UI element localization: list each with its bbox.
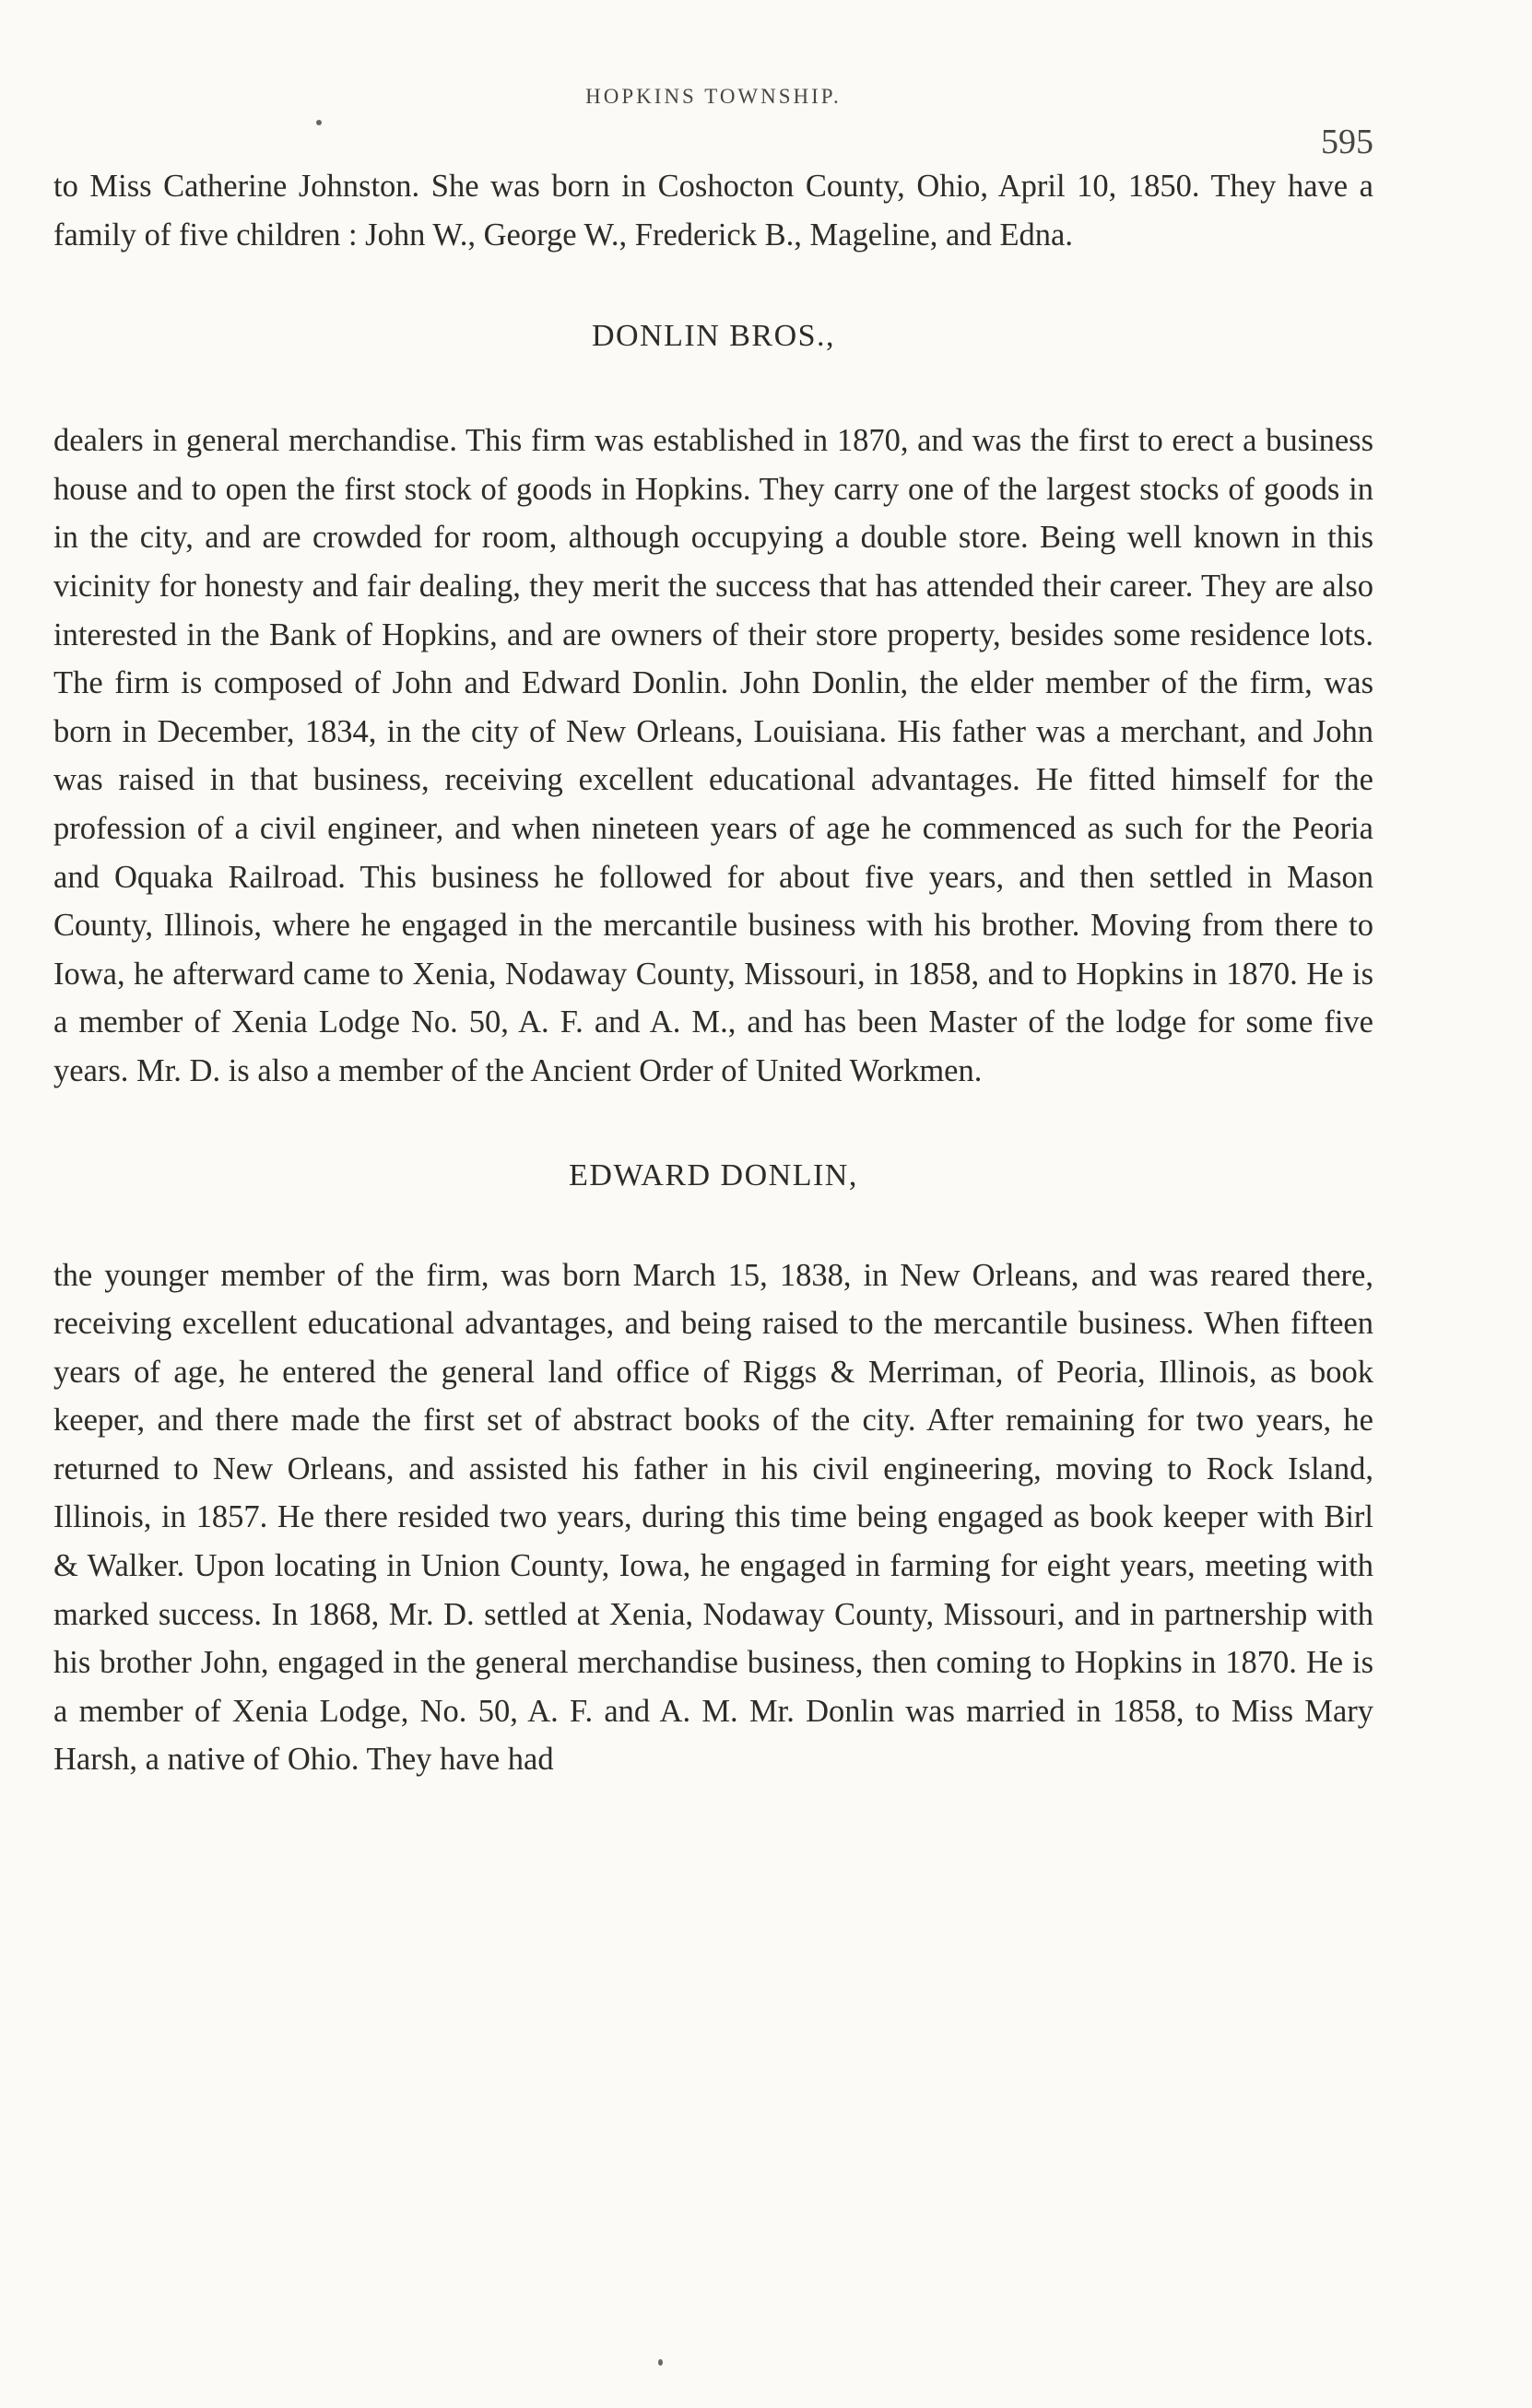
heading-donlin-bros: DONLIN BROS., — [591, 319, 836, 354]
page-number: 595 — [1321, 123, 1373, 161]
running-head — [53, 85, 1373, 161]
body-text — [53, 162, 1373, 1784]
donlin-bros-paragraph: dealers in general merchandise. This firm was established in 1870, and was the first to erect a business house and to open the first stock of goods in Hopkins. They carry one of the largest stocks of goods in in the city, and are crowded for room, although occupying a double store. Being well known in this vicinity for honesty and fair dealing, they merit the success that has attended their career. They are also interested in the Bank of Hopkins, and are owners of their store property, besides some residence lots. The firm is composed of John and Edward Donlin. John Donlin, the elder member of the firm, was born in December, 1834, in the city of New Orleans, Louisiana. His father was a merchant, and John was raised in that business, receiving excellent educational advantages. He fitted himself for the profession of a civil engineer, and when nineteen years of age he commenced as such for the Peoria and Oquaka Railroad. This business he followed for about five years, and then settled in Mason County, Illinois, where he engaged in the mercantile business with his brother. Moving from there to Iowa, he afterward came to Xenia, Nodaway County, Missouri, in 1858, and to Hopkins in 1870. He is a member of Xenia Lodge No. 50, A. F. and A. M., and has been Master of the lodge for some five years. Mr. D. is also a member of the Ancient Order of United Workmen. — [53, 423, 1373, 1088]
intro-paragraph: to Miss Catherine Johnston. She was born in Coshocton County, Ohio, April 10, 1850. They have a family of five children : John W., George W., Frederick B., Mageline, and Edna. — [53, 169, 1373, 253]
heading-edward-donlin: EDWARD DONLIN, — [569, 1157, 858, 1192]
book-page — [53, 0, 1373, 2408]
edward-donlin-paragraph: the younger member of the firm, was born March 15, 1838, in New Orleans, and was reared there, receiving excellent educational advantages, and being raised to the mercantile business. When fifteen years of age, he entered the general land office of Riggs & Merriman, of Peoria, Illinois, as book keeper, and there made the first set of abstract books of the city. After remaining for two years, he returned to New Orleans, and assisted his father in his civil engineering, moving to Rock Island, Illinois, in 1857. He there resided two years, during this time being engaged as book keeper with Birl & Walker. Upon locating in Union County, Iowa, he engaged in farming for eight years, meeting with marked success. In 1868, Mr. D. settled at Xenia, Nodaway County, Missouri, and in partnership with his brother John, engaged in the general merchandise business, then coming to Hopkins in 1870. He is a member of Xenia Lodge, No. 50, A. F. and A. M. Mr. Donlin was married in 1858, to Miss Mary Harsh, a native of Ohio. They have had — [53, 1257, 1373, 1778]
running-title: HOPKINS TOWNSHIP. — [585, 85, 842, 108]
print-speck-bottom — [658, 2359, 663, 2366]
print-speck-top — [316, 120, 322, 125]
